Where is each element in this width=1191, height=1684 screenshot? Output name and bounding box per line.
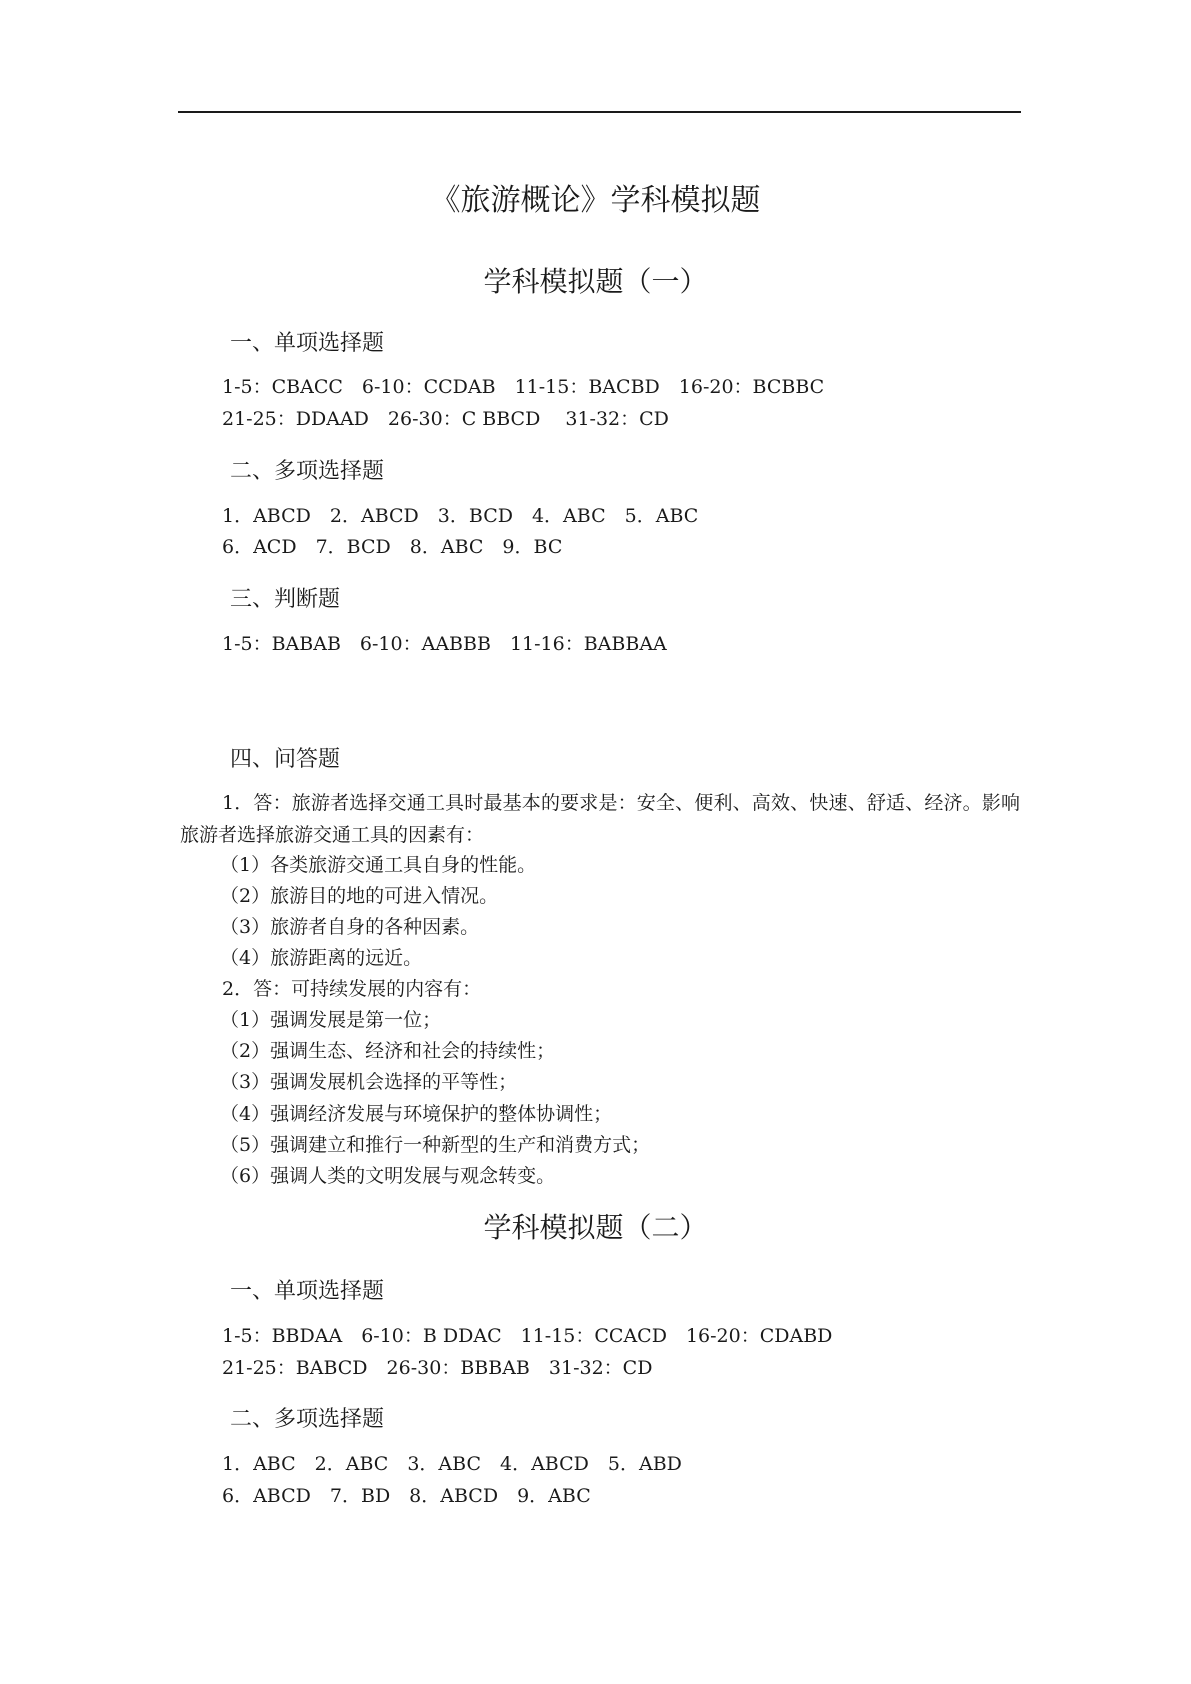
sec1-multi-answers-line-1: 1．ABCD 2．ABCD 3．BCD 4．ABC 5．ABC <box>222 505 699 527</box>
sec1-single-answers-line-2: 21-25：DDAAD 26-30：C BBCD 31-32：CD <box>222 408 669 430</box>
sec1-qa-1-item-3: （3）旅游者自身的各种因素。 <box>220 916 480 938</box>
sec2-single-choice-heading: 一、单项选择题 <box>230 1279 385 1304</box>
sec1-single-choice-heading: 一、单项选择题 <box>230 331 385 356</box>
section-2-title: 学科模拟题（二） <box>483 1211 708 1244</box>
sec1-qa-2-item-3: （3）强调发展机会选择的平等性； <box>220 1071 518 1093</box>
sec1-true-false-answers: 1-5：BABAB 6-10：AABBB 11-16：BABBAA <box>222 633 667 655</box>
sec1-qa-answer-2: 2．答：可持续发展的内容有： <box>222 978 482 1000</box>
sec1-qa-1-item-2: （2）旅游目的地的可进入情况。 <box>220 885 499 907</box>
sec1-qa-1-item-4: （4）旅游距离的远近。 <box>220 947 423 969</box>
document-title: 《旅游概论》学科模拟题 <box>430 183 761 218</box>
sec2-single-answers-line-1: 1-5：BBDAA 6-10：B DDAC 11-15：CCACD 16-20：CDABD <box>222 1325 833 1347</box>
sec2-multi-answers-line-2: 6．ABCD 7．BD 8．ABCD 9．ABC <box>222 1485 591 1507</box>
sec1-qa-2-item-4: （4）强调经济发展与环境保护的整体协调性； <box>220 1103 613 1125</box>
section-1-title: 学科模拟题（一） <box>483 265 708 298</box>
sec1-single-answers-line-1: 1-5：CBACC 6-10：CCDAB 11-15：BACBD 16-20：BCBBC <box>222 376 825 398</box>
sec1-qa-answer-1: 1．答：旅游者选择交通工具时最基本的要求是：安全、便利、高效、快速、舒适、经济。影响旅游者选择旅游交通工具的因素有： <box>180 792 1020 846</box>
sec1-true-false-heading: 三、判断题 <box>230 587 341 612</box>
sec1-qa-2-item-6: （6）强调人类的文明发展与观念转变。 <box>220 1165 556 1187</box>
sec1-qa-heading: 四、问答题 <box>230 747 341 772</box>
sec2-multi-answers-line-1: 1．ABC 2．ABC 3．ABC 4．ABCD 5．ABD <box>222 1453 682 1475</box>
sec1-multi-answers-line-2: 6．ACD 7．BCD 8．ABC 9．BC <box>222 536 563 558</box>
sec1-qa-1-item-1: （1）各类旅游交通工具自身的性能。 <box>220 854 537 876</box>
sec1-qa-2-item-1: （1）强调发展是第一位； <box>220 1009 442 1031</box>
sec1-qa-2-item-2: （2）强调生态、经济和社会的持续性； <box>220 1040 556 1062</box>
sec1-qa-2-item-5: （5）强调建立和推行一种新型的生产和消费方式； <box>220 1134 651 1156</box>
sec2-single-answers-line-2: 21-25：BABCD 26-30：BBBAB 31-32：CD <box>222 1357 653 1379</box>
sec2-multi-choice-heading: 二、多项选择题 <box>230 1407 385 1432</box>
header-rule <box>178 111 1021 113</box>
sec1-multi-choice-heading: 二、多项选择题 <box>230 459 385 484</box>
